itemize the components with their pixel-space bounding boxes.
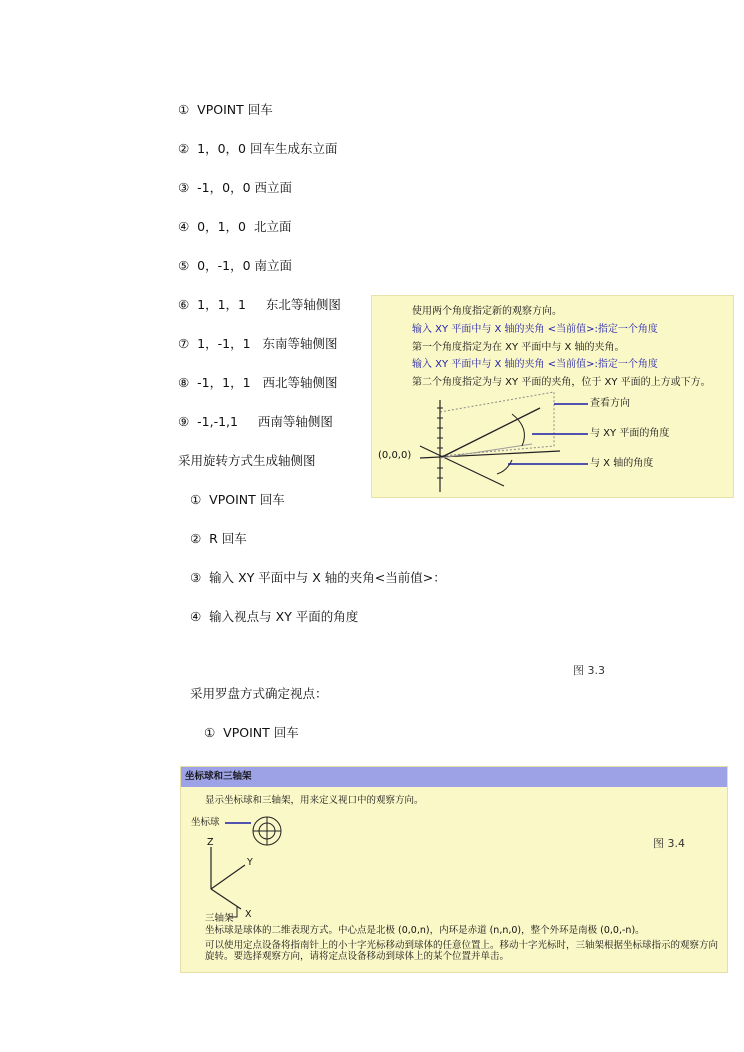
fig1-label-x-angle: 与 X 轴的角度 <box>590 458 654 469</box>
step-5: ⑤ 0，-1，0 南立面 <box>178 258 292 273</box>
fig2-text-2: 可以使用定点设备将指南针上的小十字光标移动到球体的任意位置上。移动十字光标时，三轴架根据坐标球指示的观察方向 <box>205 940 719 951</box>
rotate-step-2: ② R 回车 <box>190 531 247 546</box>
step-7: ⑦ 1，-1，1 东南等轴侧图 <box>178 336 338 351</box>
rotate-step-1: ① VPOINT 回车 <box>190 492 285 507</box>
fig1-label-view-dir: 查看方向 <box>590 398 630 409</box>
axis-y-label: Y <box>247 857 253 868</box>
fig2-label-sphere: 坐标球 <box>191 817 220 828</box>
step-2: ② 1，0，0 回车生成东立面 <box>178 141 338 156</box>
rotate-step-4: ④ 输入视点与 XY 平面的角度 <box>190 609 359 624</box>
fig2-title: 坐标球和三轴架 <box>185 771 252 782</box>
compass-step-1: ① VPOINT 回车 <box>204 725 299 740</box>
rotate-step-3: ③ 输入 XY 平面中与 X 轴的夹角<当前值>： <box>190 570 446 585</box>
figure1-caption: 图 3.3 <box>573 664 605 677</box>
fig1-label-xy-angle: 与 XY 平面的角度 <box>590 428 670 439</box>
step-4: ④ 0，1，0 北立面 <box>178 219 292 234</box>
fig1-line-1: 使用两个角度指定新的观察方向。 <box>412 306 562 317</box>
figure-compass-tripod <box>180 766 728 973</box>
compass-icon <box>253 817 281 845</box>
fig1-label-origin: (0,0,0) <box>378 450 412 461</box>
fig2-text-3: 旋转。要选择观察方向，请将定点设备移动到球体上的某个位置并单击。 <box>205 951 510 962</box>
tripod-icon <box>211 847 245 909</box>
axis-x-label: X <box>245 909 252 920</box>
step-8: ⑧ -1，1，1 西北等轴侧图 <box>178 375 338 390</box>
step-3: ③ -1，0，0 西立面 <box>178 180 292 195</box>
fig1-line-5: 第二个角度指定为与 XY 平面的夹角，位于 XY 平面的上方或下方。 <box>412 377 711 388</box>
figure2-caption: 图 3.4 <box>653 837 685 850</box>
fig1-line-4: 输入 XY 平面中与 X 轴的夹角 <当前值>:指定一个角度 <box>412 359 658 370</box>
figure-view-angles <box>371 295 734 498</box>
rotate-heading: 采用旋转方式生成轴侧图 <box>178 453 316 468</box>
step-1: ① VPOINT 回车 <box>178 102 273 117</box>
fig1-line-3: 第一个角度指定为在 XY 平面中与 X 轴的夹角。 <box>412 342 625 353</box>
compass-heading: 采用罗盘方式确定视点： <box>190 686 328 701</box>
fig1-diagram <box>372 296 735 499</box>
fig2-desc: 显示坐标球和三轴架，用来定义视口中的观察方向。 <box>205 795 424 806</box>
step-9: ⑨ -1,-1,1 西南等轴侧图 <box>178 414 333 429</box>
axis-z-label: Z <box>207 837 214 848</box>
fig2-text-1: 坐标球是球体的二维表现方式。中心点是北极 (0,0,n)，内环是赤道 (n,n,0)，整个外环是南极 (0,0,-n)。 <box>205 925 645 936</box>
step-6: ⑥ 1，1，1 东北等轴侧图 <box>178 297 341 312</box>
fig2-label-tripod: 三轴架 <box>205 913 234 924</box>
fig1-line-2: 输入 XY 平面中与 X 轴的夹角 <当前值>:指定一个角度 <box>412 324 658 335</box>
